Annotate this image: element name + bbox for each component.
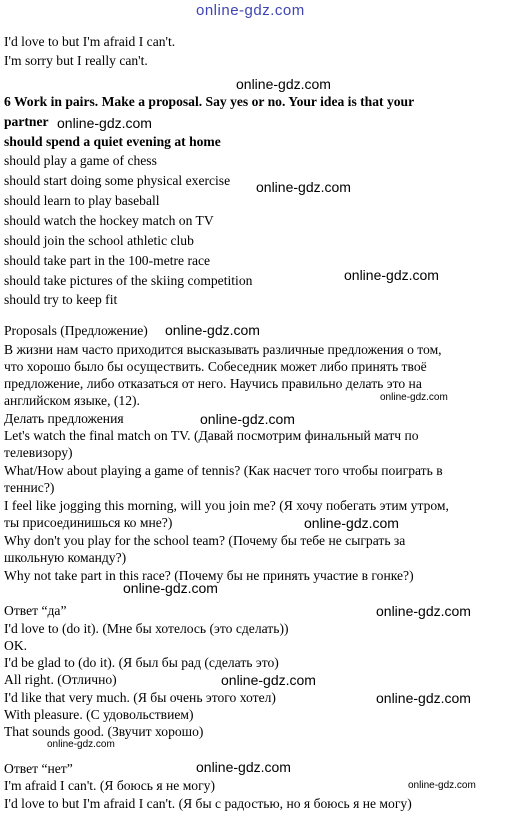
proposal-example-line: I feel like jogging this morning, will you join me? (Я хочу побегать этим утром, <box>4 498 449 513</box>
watermark: online-gdz.com <box>380 392 448 403</box>
watermark: online-gdz.com <box>47 739 115 750</box>
watermark: online-gdz.com <box>376 690 471 706</box>
proposal-example-line: Why not take part in this race? (Почему бы не принять участие в гонке?) <box>4 568 414 583</box>
exercise-item: should learn to play baseball <box>4 193 160 208</box>
proposal-example-line: What/How about playing a game of tennis? (Как насчет того чтобы поиграть в <box>4 463 443 478</box>
watermark: online-gdz.com <box>376 603 471 619</box>
proposals-title: Proposals (Предложение) <box>4 323 148 338</box>
exercise-heading-cont: partner <box>4 114 49 129</box>
watermark: online-gdz.com <box>196 759 291 775</box>
exercise-item: should spend a quiet evening at home <box>4 134 221 149</box>
yes-answer-line: I'd be glad to (do it). (Я был бы рад (сделать это) <box>4 655 279 670</box>
watermark: online-gdz.com <box>256 179 351 195</box>
watermark: online-gdz.com <box>123 580 218 596</box>
watermark: online-gdz.com <box>221 672 316 688</box>
watermark: online-gdz.com <box>408 780 476 791</box>
proposals-intro-line: что хорошо было бы осуществить. Собеседник может либо принять твоё <box>4 359 427 374</box>
proposal-example-line: школьную команду?) <box>4 550 127 565</box>
proposal-example-line: теннис?) <box>4 480 55 495</box>
yes-answer-line: I'd love to (do it). (Мне бы хотелось (это сделать)) <box>4 621 289 636</box>
yes-answer-line: That sounds good. (Звучит хорошо) <box>4 724 204 739</box>
exercise-item: should join the school athletic club <box>4 233 194 248</box>
watermark: online-gdz.com <box>344 267 439 283</box>
proposals-intro-line: английском языке, (12). <box>4 393 140 408</box>
watermark: online-gdz.com <box>236 76 331 92</box>
watermark: online-gdz.com <box>200 411 295 427</box>
exercise-heading: 6 Work in pairs. Make a proposal. Say yes or no. Your idea is that your <box>4 94 415 109</box>
no-answers-title: Ответ “нет” <box>4 761 73 776</box>
exercise-item: should watch the hockey match on TV <box>4 213 214 228</box>
watermark: online-gdz.com <box>304 515 399 531</box>
proposals-intro-line: предложение, либо отказаться от него. Научись правильно делать это на <box>4 376 422 391</box>
proposal-example-line: телевизору) <box>4 445 73 460</box>
yes-answer-line: OK. <box>4 638 28 653</box>
watermark: online-gdz.com <box>165 322 260 338</box>
making-proposals-title: Делать предложения <box>4 411 124 426</box>
exercise-item: should take pictures of the skiing competition <box>4 273 253 288</box>
exercise-item: should take part in the 100-metre race <box>4 253 211 268</box>
exercise-item: should start doing some physical exercise <box>4 173 231 188</box>
proposal-example-line: ты присоединишься ко мне?) <box>4 515 173 530</box>
yes-answer-line: All right. (Отлично) <box>4 672 117 687</box>
reply-line: I'm sorry but I really can't. <box>4 53 148 68</box>
proposal-example-line: Why don't you play for the school team? (Почему бы тебе не сыграть за <box>4 533 406 548</box>
yes-answer-line: I'd like that very much. (Я бы очень этого хотел) <box>4 690 276 705</box>
watermark: online-gdz.com <box>57 115 152 131</box>
exercise-item: should try to keep fit <box>4 292 118 307</box>
proposal-example-line: Let's watch the final match on TV. (Давай посмотрим финальный матч по <box>4 428 419 443</box>
no-answer-line: I'm afraid I can't. (Я боюсь я не могу) <box>4 778 216 793</box>
yes-answers-title: Ответ “да” <box>4 603 67 618</box>
exercise-item: should play a game of chess <box>4 153 157 168</box>
yes-answer-line: With pleasure. (С удовольствием) <box>4 707 194 722</box>
header-watermark: online-gdz.com <box>196 2 305 19</box>
no-answer-line: I'd love to but I'm afraid I can't. (Я бы с радостью, но я боюсь я не могу) <box>4 796 412 811</box>
reply-line: I'd love to but I'm afraid I can't. <box>4 34 176 49</box>
proposals-intro-line: В жизни нам часто приходится высказывать различные предложения о том, <box>4 342 442 357</box>
